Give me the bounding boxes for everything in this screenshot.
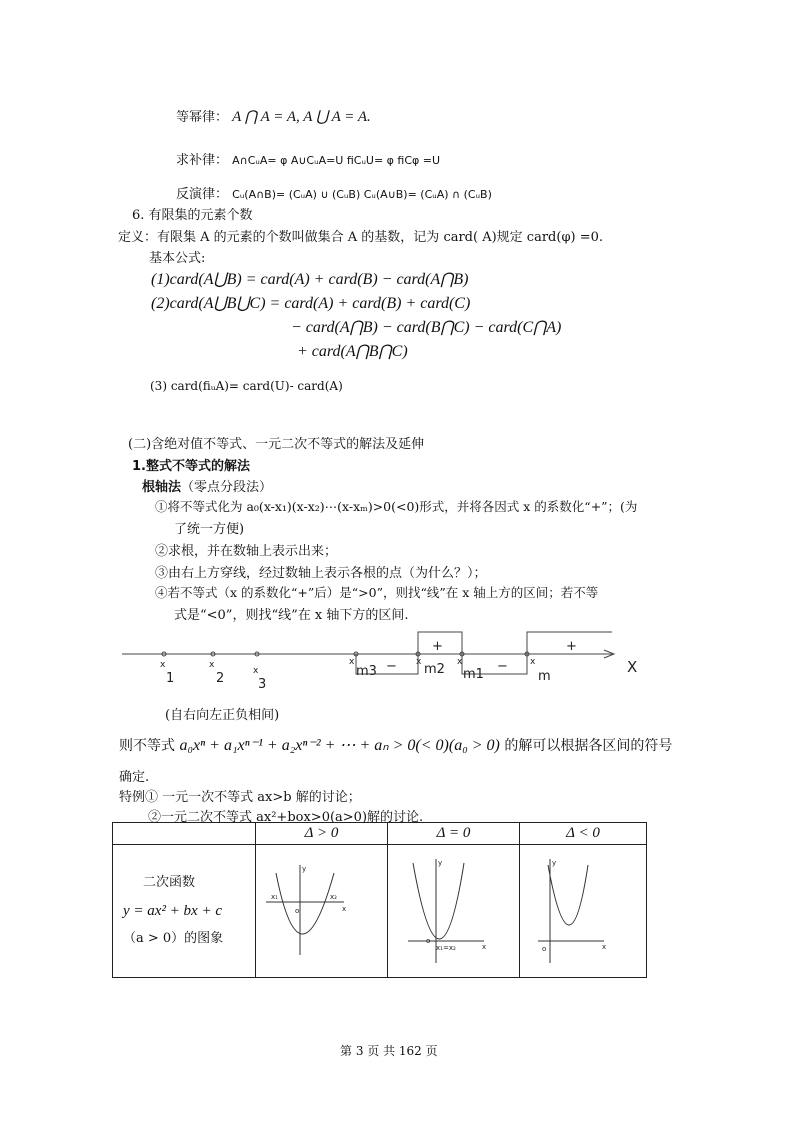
method-name: 根轴法: [142, 480, 182, 495]
step-4-cont: 式是“<0”，则找“线”在 x 轴下方的区间.: [174, 608, 409, 623]
step-4: ④若不等式（x 的系数化“+”后）是“>0”，则找“线”在 x 轴上方的区间；若不等: [155, 585, 599, 600]
tick-sub-2: 2: [216, 671, 225, 686]
card-formula-2a: (2)card(A⋃B⋃C) = card(A) + card(B) + card(C): [151, 295, 471, 312]
axis-caption: (自右向左正负相间): [165, 708, 280, 723]
root-axis-diagram: [0, 620, 794, 700]
label-m2: m2: [424, 662, 445, 677]
parabola-curve: [276, 873, 334, 934]
general-suffix: 的解可以根据各区间的符号: [504, 738, 673, 754]
idempotent-law: [176, 106, 371, 126]
general-inequality-line: [119, 735, 672, 755]
idempotent-formula: A ⋂ A = A, A ⋃ A = A.: [232, 109, 371, 125]
label-origin: o: [542, 945, 547, 953]
tick-x: x: [457, 657, 463, 667]
quadratic-table: [112, 822, 647, 978]
demorgan-label: 反演律：: [176, 187, 229, 202]
complement-formula: A∩CᵤA= φ A∪CᵤA=U ﬁCᵤU= φ ﬁC: [232, 154, 413, 167]
card-formula-2b: − card(A⋂B) − card(B⋂C) − card(C⋂A): [291, 319, 562, 336]
idempotent-label: 等幂律：: [176, 110, 229, 125]
label-x: x: [602, 943, 607, 951]
page-footer: 第 3 页 共 162 页: [340, 1044, 438, 1058]
general-formula: a₀xⁿ + a₁xⁿ⁻¹ + a₂xⁿ⁻² + ⋯ + aₙ > 0(< 0)(a₀ > 0): [179, 737, 500, 754]
demorgan-law: [176, 183, 492, 202]
special-case-2: ②一元二次不等式 ax²+box>0(a>0)解的讨论.: [148, 810, 424, 825]
parabola-curve: [413, 863, 464, 939]
axis-label-x: X: [627, 658, 638, 676]
tick-x: x: [209, 660, 215, 670]
special-case-1: 特例① 一元一次不等式 ax>b 解的讨论；: [119, 790, 361, 805]
row-label-condition: （a > 0）的图象: [123, 931, 224, 946]
label-y: y: [438, 859, 443, 867]
parabola-two-roots: [256, 845, 387, 973]
label-x: x: [342, 905, 347, 913]
complement-formula-tail: φ =U: [412, 154, 441, 167]
header-text: Δ = 0: [436, 825, 471, 841]
cardinality-definition: 定义：有限集 A 的元素的个数叫做集合 A 的基数，记为 card( A)规定 card(φ) =0.: [118, 230, 604, 245]
step-1-cont: 了统一方便): [174, 522, 245, 537]
label-m1: m1: [463, 667, 484, 682]
graph-cell-delta-negative: [520, 845, 647, 978]
step-3: ③由右上方穿线，经过数轴上表示各根的点（为什么？）；: [155, 566, 487, 581]
label-double-root: x₁=x₂: [436, 944, 456, 952]
label-m: m: [538, 669, 551, 684]
method-line: [142, 476, 272, 495]
demorgan-formula: Cᵤ(A∩B)= (CᵤA) ∪ (CᵤB) Cᵤ(A∪B)= (CᵤA) ∩ (CᵤB): [232, 188, 492, 201]
label-origin: o: [426, 937, 431, 945]
card-formula-3: (3) card(ﬁᵤA)= card(U)- card(A): [150, 379, 343, 393]
row-label-cell: [113, 845, 256, 978]
sign-plus: +: [566, 639, 577, 654]
sign-plus: +: [432, 639, 443, 654]
tick-x: x: [349, 657, 355, 667]
tick-x: x: [253, 666, 259, 676]
tick-x: x: [416, 657, 422, 667]
header-delta-zero: [388, 823, 520, 845]
subsection-polynomial-inequality: 1.整式不等式的解法: [132, 459, 250, 474]
label-m3: m3: [356, 664, 377, 679]
header-delta-negative: [520, 823, 647, 845]
complement-law: [176, 149, 440, 168]
parabola-curve: [548, 865, 588, 925]
label-x: x: [482, 943, 487, 951]
method-note: （零点分段法）: [181, 480, 273, 495]
card-formula-1: (1)card(A⋃B) = card(A) + card(B) − card(A⋂B): [151, 271, 469, 288]
header-delta-positive: [256, 823, 388, 845]
tick-x: x: [530, 657, 536, 667]
step-2: ②求根，并在数轴上表示出来；: [155, 544, 338, 559]
tick-sub-1: 1: [166, 671, 175, 686]
label-root-1: x₁: [271, 893, 278, 901]
sign-minus: −: [497, 659, 508, 674]
row-label-equation: y = ax² + bx + c: [123, 903, 222, 919]
label-origin: o: [295, 907, 300, 915]
step-1: ①将不等式化为 a₀(x-x₁)(x-x₂)⋯(x-xₘ)>0(<0)形式，并将各因式 x 的系数化“+”；(为: [155, 499, 638, 514]
general-inequality-end: 确定.: [119, 770, 150, 785]
table-corner: [113, 823, 256, 845]
graph-cell-delta-zero: [388, 845, 520, 978]
complement-label: 求补律：: [176, 153, 229, 168]
tick-sub-3: 3: [258, 677, 267, 692]
tick-x: x: [160, 660, 166, 670]
general-prefix: 则不等式: [119, 738, 175, 754]
graph-cell-delta-positive: [256, 845, 388, 978]
label-root-2: x₂: [330, 893, 337, 901]
card-formula-2c: + card(A⋂B⋂C): [297, 343, 408, 360]
basic-formula-label: 基本公式:: [149, 251, 206, 266]
header-text: Δ < 0: [566, 825, 600, 841]
header-text: Δ > 0: [304, 825, 339, 841]
section6-heading: 6. 有限集的元素个数: [132, 208, 253, 223]
sign-minus: −: [386, 659, 397, 674]
row-label-function: 二次函数: [143, 875, 196, 890]
parabola-no-roots: [520, 845, 646, 973]
label-y: y: [552, 859, 557, 867]
parabola-double-root: [388, 845, 519, 973]
section2-heading: (二)含绝对值不等式、一元二次不等式的解法及延伸: [128, 437, 425, 452]
label-y: y: [302, 865, 307, 873]
